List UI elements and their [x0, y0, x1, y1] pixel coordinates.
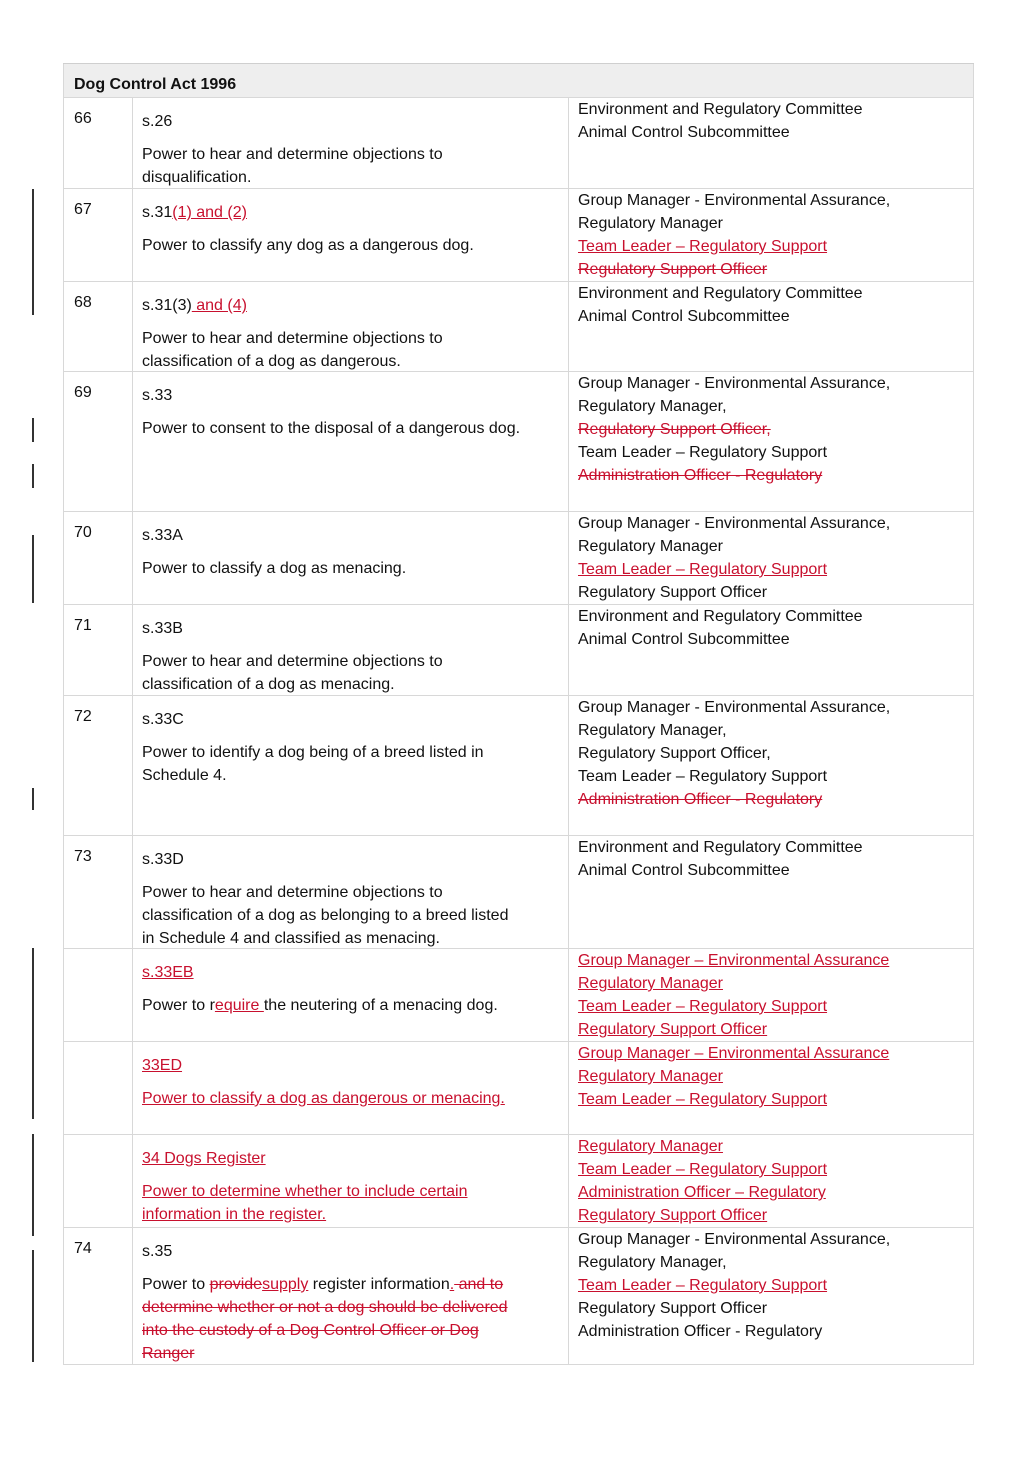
power-cell: [133, 1228, 569, 1364]
power-cell: [133, 282, 569, 371]
delegate-text: Regulatory Manager: [578, 215, 723, 232]
power-cell: [133, 372, 569, 511]
description-insertion: equire: [214, 997, 264, 1014]
power-description: [142, 1087, 568, 1110]
delegate-line: [578, 121, 973, 144]
description-text: disqualification.: [142, 169, 252, 186]
description-text: Power to r: [142, 997, 215, 1014]
section-text: s.35: [142, 1243, 173, 1260]
power-description: [142, 143, 568, 189]
item-number: 66: [64, 98, 133, 188]
delegate-line: [578, 464, 973, 487]
delegate-cell: [569, 949, 973, 1041]
change-bar: [32, 948, 34, 1119]
change-bar: [32, 1250, 34, 1362]
power-description: [142, 1180, 568, 1226]
power-cell: [133, 836, 569, 948]
delegate-text: Environment and Regulatory Committee: [578, 101, 863, 118]
item-number: 69: [64, 372, 133, 511]
description-line: [142, 166, 568, 189]
description-text: Power to hear and determine objections to: [142, 330, 443, 347]
delegate-text: Group Manager - Environmental Assurance,: [578, 192, 891, 209]
delegate-insertion: Regulatory Manager: [578, 1138, 723, 1155]
description-line: [142, 927, 568, 950]
change-bar: [32, 464, 34, 488]
item-number: 74: [64, 1228, 133, 1364]
description-insertion: Power to classify a dog as dangerous or menacing.: [142, 1090, 505, 1107]
delegate-line: [578, 395, 973, 418]
delegate-line: [578, 1204, 973, 1227]
delegate-cell: [569, 696, 973, 835]
description-text: Power to: [142, 1276, 210, 1293]
section-insertion: 34 Dogs Register: [142, 1150, 266, 1167]
delegate-insertion: Team Leader – Regulatory Support: [578, 238, 828, 255]
delegate-line: [578, 1274, 973, 1297]
description-deletion: Ranger: [142, 1345, 195, 1362]
table-row: [63, 1135, 974, 1228]
description-text: the neutering of a menacing dog.: [263, 997, 498, 1014]
power-cell: [133, 949, 569, 1041]
description-insertion: .: [449, 1276, 455, 1293]
change-bar: [32, 189, 34, 315]
delegate-text: Regulatory Support Officer,: [578, 745, 771, 762]
delegate-line: [578, 372, 973, 395]
power-cell: [133, 189, 569, 281]
delegate-line: [578, 441, 973, 464]
table-row: [63, 189, 974, 282]
description-line: [142, 764, 568, 787]
description-text: Power to classify a dog as menacing.: [142, 560, 407, 577]
description-deletion: and to: [454, 1276, 504, 1293]
delegate-cell: [569, 189, 973, 281]
delegate-line: [578, 719, 973, 742]
delegate-insertion: Regulatory Support Officer: [578, 1207, 768, 1224]
description-deletion: provide: [209, 1276, 263, 1293]
power-description: [142, 557, 568, 580]
delegate-insertion: Group Manager – Environmental Assurance: [578, 952, 890, 969]
change-bar: [32, 418, 34, 442]
delegate-insertion: Regulatory Manager: [578, 975, 723, 992]
delegate-text: Environment and Regulatory Committee: [578, 285, 863, 302]
section-reference: [142, 708, 568, 731]
table-row: [63, 949, 974, 1042]
delegate-line: [578, 605, 973, 628]
delegate-cell: [569, 372, 973, 511]
item-number: 73: [64, 836, 133, 948]
power-description: [142, 650, 568, 696]
section-reference: [142, 848, 568, 871]
delegate-cell: [569, 1228, 973, 1364]
delegate-text: Animal Control Subcommittee: [578, 124, 790, 141]
table-row: [63, 605, 974, 696]
delegate-deletion: Regulatory Support Officer: [578, 261, 768, 278]
delegate-line: [578, 972, 973, 995]
delegate-line: [578, 282, 973, 305]
section-reference: [142, 617, 568, 640]
delegate-text: Environment and Regulatory Committee: [578, 608, 863, 625]
delegate-line: [578, 512, 973, 535]
delegate-insertion: Group Manager – Environmental Assurance: [578, 1045, 890, 1062]
power-description: [142, 417, 568, 440]
table-row: [63, 372, 974, 512]
delegate-cell: [569, 98, 973, 188]
table-row: [63, 1228, 974, 1365]
delegate-text: Team Leader – Regulatory Support: [578, 444, 828, 461]
description-line: [142, 1273, 568, 1296]
item-number: [64, 1135, 133, 1227]
description-text: Power to consent to the disposal of a dangerous dog.: [142, 420, 521, 437]
delegate-cell: [569, 512, 973, 604]
description-text: classification of a dog as belonging to a breed listed: [142, 907, 509, 924]
section-reference: [142, 961, 568, 984]
section-insertion: 33ED: [142, 1057, 183, 1074]
description-line: [142, 557, 568, 580]
description-line: [142, 1296, 568, 1319]
description-text: register information: [308, 1276, 450, 1293]
delegate-text: Regulatory Support Officer: [578, 1300, 768, 1317]
delegate-line: [578, 696, 973, 719]
description-text: Power to hear and determine objections to: [142, 884, 443, 901]
delegate-line: [578, 836, 973, 859]
item-number: 71: [64, 605, 133, 695]
delegate-line: [578, 742, 973, 765]
power-cell: [133, 1135, 569, 1227]
delegate-text: Group Manager - Environmental Assurance,: [578, 515, 891, 532]
delegate-text: Environment and Regulatory Committee: [578, 839, 863, 856]
description-text: in Schedule 4 and classified as menacing.: [142, 930, 440, 947]
power-description: [142, 994, 568, 1017]
description-insertion: information in the register.: [142, 1206, 327, 1223]
delegate-line: [578, 995, 973, 1018]
description-text: Power to identify a dog being of a breed listed in: [142, 744, 484, 761]
delegate-cell: [569, 1135, 973, 1227]
delegate-line: [578, 1228, 973, 1251]
delegate-line: [578, 788, 973, 811]
table-title: Dog Control Act 1996: [63, 64, 974, 98]
section-text: s.33A: [142, 527, 183, 544]
section-insertion: (1) and (2): [172, 204, 247, 221]
section-reference: [142, 110, 568, 133]
section-text: s.33D: [142, 851, 184, 868]
delegate-line: [578, 1135, 973, 1158]
delegate-text: Regulatory Manager,: [578, 398, 727, 415]
change-bar: [32, 788, 34, 810]
delegate-text: Group Manager - Environmental Assurance,: [578, 1231, 891, 1248]
section-reference: [142, 294, 568, 317]
delegate-text: Administration Officer - Regulatory: [578, 1323, 823, 1340]
section-text: s.33C: [142, 711, 184, 728]
section-reference: [142, 384, 568, 407]
section-text: s.33: [142, 387, 173, 404]
section-text: s.33B: [142, 620, 183, 637]
delegate-insertion: Team Leader – Regulatory Support: [578, 1161, 828, 1178]
delegate-line: [578, 628, 973, 651]
table-row: [63, 282, 974, 372]
delegate-deletion: Administration Officer - Regulatory: [578, 791, 823, 808]
delegate-line: [578, 558, 973, 581]
description-line: [142, 904, 568, 927]
delegate-insertion: Team Leader – Regulatory Support: [578, 998, 828, 1015]
description-text: classification of a dog as dangerous.: [142, 353, 401, 370]
section-insertion: and (4): [191, 297, 247, 314]
table-row: [63, 512, 974, 605]
delegate-cell: [569, 605, 973, 695]
change-bar: [32, 535, 34, 603]
delegate-text: Regulatory Manager,: [578, 722, 727, 739]
delegate-line: [578, 305, 973, 328]
delegate-line: [578, 1251, 973, 1274]
description-deletion: determine whether or not a dog should be delivered: [142, 1299, 508, 1316]
description-text: Power to classify any dog as a dangerous dog.: [142, 237, 474, 254]
section-text: s.26: [142, 113, 173, 130]
delegate-line: [578, 235, 973, 258]
delegate-line: [578, 1158, 973, 1181]
power-cell: [133, 1042, 569, 1134]
delegate-line: [578, 765, 973, 788]
delegate-cell: [569, 836, 973, 948]
section-reference: [142, 1147, 568, 1170]
delegate-line: [578, 189, 973, 212]
description-text: Power to hear and determine objections to: [142, 653, 443, 670]
delegate-line: [578, 1320, 973, 1343]
power-cell: [133, 696, 569, 835]
delegate-line: [578, 581, 973, 604]
section-reference: [142, 524, 568, 547]
delegate-text: Regulatory Manager: [578, 538, 723, 555]
delegate-insertion: Team Leader – Regulatory Support: [578, 1091, 828, 1108]
section-text: s.31(3): [142, 297, 192, 314]
delegate-line: [578, 535, 973, 558]
delegate-insertion: Team Leader – Regulatory Support: [578, 561, 828, 578]
table-row: [63, 98, 974, 189]
delegate-cell: [569, 282, 973, 371]
power-cell: [133, 512, 569, 604]
power-description: [142, 741, 568, 787]
description-deletion: into the custody of a Dog Control Officer or Dog: [142, 1322, 479, 1339]
description-line: [142, 673, 568, 696]
description-line: [142, 741, 568, 764]
delegate-line: [578, 418, 973, 441]
delegate-cell: [569, 1042, 973, 1134]
power-description: [142, 881, 568, 950]
delegate-line: [578, 1181, 973, 1204]
delegate-text: Regulatory Manager,: [578, 1254, 727, 1271]
delegate-text: Animal Control Subcommittee: [578, 862, 790, 879]
description-line: [142, 1203, 568, 1226]
item-number: [64, 949, 133, 1041]
delegations-table: [63, 63, 974, 1365]
delegate-insertion: Administration Officer – Regulatory: [578, 1184, 826, 1201]
description-insertion: supply: [262, 1276, 309, 1293]
delegate-line: [578, 859, 973, 882]
description-insertion: Power to determine whether to include certain: [142, 1183, 468, 1200]
delegate-line: [578, 1088, 973, 1111]
description-line: [142, 234, 568, 257]
description-line: [142, 327, 568, 350]
power-description: [142, 1273, 568, 1365]
description-line: [142, 994, 568, 1017]
description-text: Schedule 4.: [142, 767, 227, 784]
section-reference: [142, 1240, 568, 1263]
delegate-line: [578, 949, 973, 972]
delegate-text: Team Leader – Regulatory Support: [578, 768, 828, 785]
section-insertion: s.33EB: [142, 964, 194, 981]
delegate-line: [578, 1297, 973, 1320]
section-reference: [142, 1054, 568, 1077]
table-row: [63, 1042, 974, 1135]
delegate-insertion: Regulatory Support Officer: [578, 1021, 768, 1038]
description-line: [142, 1319, 568, 1342]
delegate-deletion: Regulatory Support Officer,: [578, 421, 771, 438]
delegate-line: [578, 1042, 973, 1065]
delegate-line: [578, 212, 973, 235]
delegate-insertion: Regulatory Manager: [578, 1068, 723, 1085]
delegate-line: [578, 258, 973, 281]
delegate-line: [578, 1018, 973, 1041]
section-reference: [142, 201, 568, 224]
table-row: [63, 696, 974, 836]
delegate-line: [578, 98, 973, 121]
description-line: [142, 143, 568, 166]
description-line: [142, 417, 568, 440]
table-body: [63, 98, 974, 1365]
power-cell: [133, 98, 569, 188]
description-line: [142, 1180, 568, 1203]
description-line: [142, 881, 568, 904]
description-text: classification of a dog as menacing.: [142, 676, 395, 693]
item-number: [64, 1042, 133, 1134]
delegate-text: Group Manager - Environmental Assurance,: [578, 699, 891, 716]
power-description: [142, 234, 568, 257]
description-text: Power to hear and determine objections to: [142, 146, 443, 163]
description-line: [142, 350, 568, 373]
delegate-deletion: Administration Officer - Regulatory: [578, 467, 823, 484]
description-line: [142, 650, 568, 673]
change-bar: [32, 1134, 34, 1236]
delegate-text: Animal Control Subcommittee: [578, 308, 790, 325]
item-number: 70: [64, 512, 133, 604]
description-line: [142, 1087, 568, 1110]
delegate-line: [578, 1065, 973, 1088]
item-number: 67: [64, 189, 133, 281]
table-row: [63, 836, 974, 949]
power-description: [142, 327, 568, 373]
section-text: s.31: [142, 204, 173, 221]
delegate-text: Animal Control Subcommittee: [578, 631, 790, 648]
delegate-insertion: Team Leader – Regulatory Support: [578, 1277, 828, 1294]
description-line: [142, 1342, 568, 1365]
item-number: 68: [64, 282, 133, 371]
item-number: 72: [64, 696, 133, 835]
delegate-text: Regulatory Support Officer: [578, 584, 768, 601]
power-cell: [133, 605, 569, 695]
delegate-text: Group Manager - Environmental Assurance,: [578, 375, 891, 392]
